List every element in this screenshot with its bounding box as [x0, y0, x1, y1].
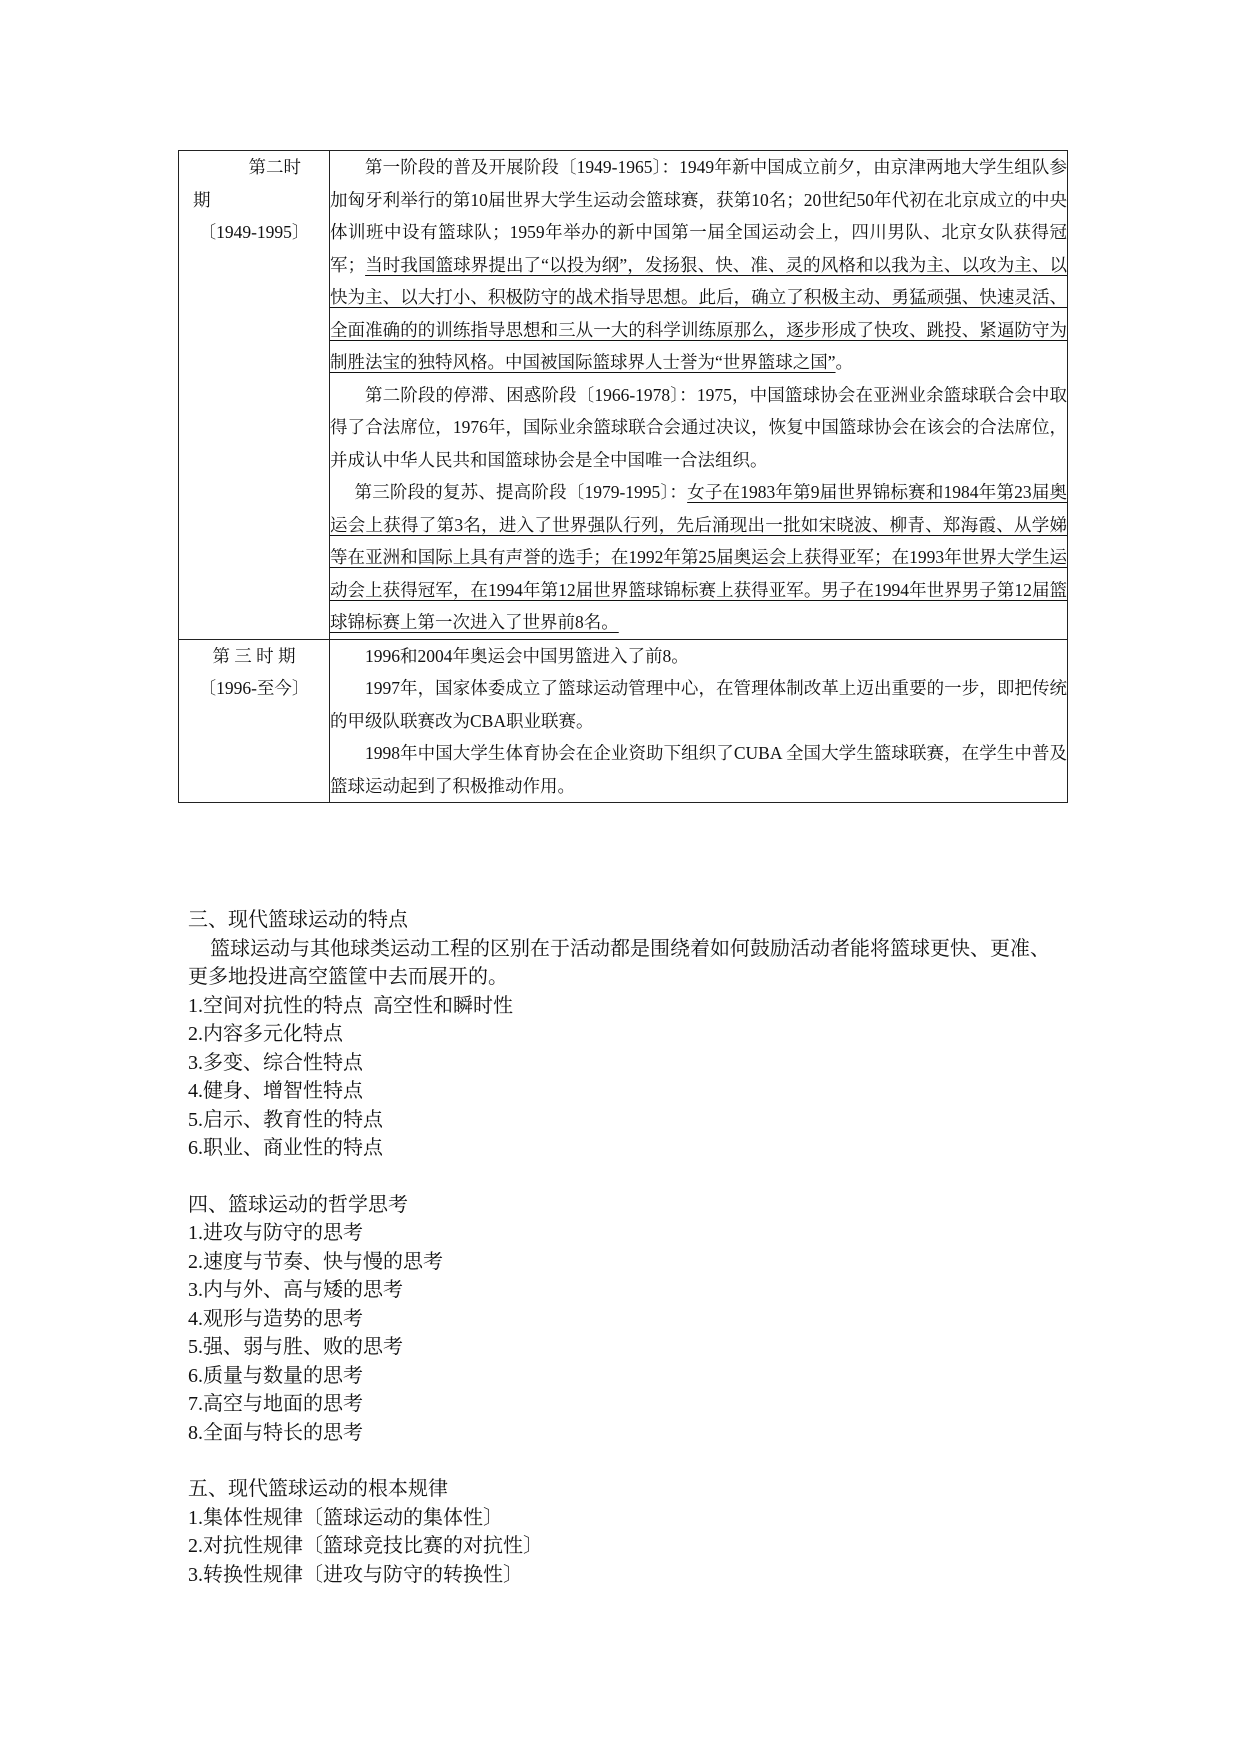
section-heading: 五、现代篮球运动的根本规律	[188, 1478, 448, 1500]
list-item: 1.集体性规律〔篮球运动的集体性〕	[188, 1506, 503, 1529]
list-item: 2.对抗性规律〔篮球竞技比赛的对抗性〕	[188, 1535, 543, 1557]
list-item: 1.进攻与防守的思考	[188, 1222, 363, 1244]
section-heading: 三、现代篮球运动的特点	[188, 909, 408, 931]
list-item: 4.健身、增智性特点	[188, 1080, 363, 1102]
list-item: 4.观形与造势的思考	[188, 1307, 363, 1330]
stage-paragraph: 第二阶段的停滞、困惑阶段〔1966-1978〕：1975，中国篮球协会在亚洲业余篮球联合会中取得了合法席位，1976年，国际业余篮球联合会通过决议，恢复中国篮球协会在该会的合法席位，并成认中华人民共和国篮球协会是全中国唯一合法组织。	[330, 384, 1067, 470]
underlined-text: “世界篮球之国”	[715, 352, 836, 372]
list-item: 8.全面与特长的思考	[188, 1421, 363, 1444]
list-item: 5.启示、教育性的特点	[188, 1108, 383, 1131]
history-table	[178, 150, 1068, 803]
section-spacer	[188, 1163, 1068, 1191]
list-item: 2.内容多元化特点	[188, 1023, 343, 1045]
section-intro: 篮球运动与其他球类运动工程的区别在于活动都是围绕着如何鼓励活动者能将篮球更快、更准、更多地投进高空篮筐中去而展开的。	[188, 937, 1050, 988]
stage-text: 第一阶段的普及开展阶段〔1949-1965〕：1949年新中国成立前夕，由京津两地大学生组队参加匈牙利举行的第10届世界大学生运动会篮球赛，获第10名；20世纪50年代初在北京成立的中央体训班中设有篮球队；1959年举办的新中国第一届全国运动会上，四川男队、北京女队获得冠军；	[330, 157, 1067, 275]
stage-paragraph: 1996和2004年奥运会中国男篮进入了前8。	[365, 645, 689, 666]
content-cell	[330, 639, 1068, 803]
period-cell	[179, 151, 330, 640]
list-item: 3.转换性规律〔进攻与防守的转换性〕	[188, 1563, 523, 1586]
list-item: 3.多变、综合性特点	[188, 1051, 363, 1074]
body-text	[188, 906, 1068, 1589]
list-item: 5.强、弱与胜、败的思考	[188, 1336, 403, 1358]
underlined-text: 当时我国篮球界提出了“以投为纲”，发扬狠、快、准、灵的风格和以我为主、以攻为主、以快为主、以大打小、积极防守的战术指导思想。此后，确立了积极主动、勇猛顽强、快速灵活、全面准确的的训练指导思想和三从一大的科学训练原那么，逐步形成了快攻、跳投、紧逼防守为制胜法宝的独特风格。	[330, 254, 1068, 372]
stage-paragraph: 1997年，国家体委成立了篮球运动管理中心，在管理体制改革上迈出重要的一步，即把传统的甲级队联赛改为CBA职业联赛。	[330, 678, 1067, 731]
period-label: 期	[193, 189, 211, 210]
stage-paragraph	[330, 476, 1067, 639]
period-cell	[179, 639, 330, 803]
list-item: 2.速度与节奏、快与慢的思考	[188, 1250, 443, 1273]
stage-paragraph: 1998年中国大学生体育协会在企业资助下组织了CUBA 全国大学生篮球联赛，在学生中普及篮球运动起到了积极推动作用。	[330, 743, 1067, 796]
period-range: 〔1996-至今〕	[198, 678, 310, 698]
list-item: 1.空间对抗性的特点 高空性和瞬时性	[188, 994, 513, 1017]
section-heading: 四、篮球运动的哲学思考	[188, 1193, 408, 1216]
section-spacer	[188, 1447, 1068, 1475]
list-item: 3.内与外、高与矮的思考	[188, 1279, 403, 1301]
table-row	[179, 639, 1068, 803]
list-item: 6.职业、商业性的特点	[188, 1137, 383, 1159]
period-range: 〔1949-1995〕	[198, 222, 310, 242]
period-label: 第二时	[248, 157, 301, 177]
list-item: 7.高空与地面的思考	[188, 1393, 363, 1415]
stage-text: 。	[835, 352, 854, 372]
underlined-text: 中国被国际篮球界人士誉为	[505, 352, 715, 372]
stage-paragraph	[330, 151, 1067, 379]
period-label: 第 三 时 期	[212, 645, 296, 666]
content-cell	[330, 151, 1068, 640]
underlined-text: 女子在1983年第9届世界锦标赛和1984年第23届奥运会上获得了第3名，进入了世界强队行列，先后涌现出一批如宋晓波、柳青、郑海霞、从学娣等在亚洲和国际上具有声誉的选手；在1992年第25届奥运会上获得亚军；在1993年世界大学生运动会上获得冠军，在1994年第12届世界篮球锦标赛上获得亚军。男子在1994年世界男子第12届篮球锦标赛上第一次进入了世界前8名。	[330, 482, 1068, 632]
list-item: 6.质量与数量的思考	[188, 1364, 363, 1387]
stage-text: 第三阶段的复苏、提高阶段〔1979-1995〕：	[354, 482, 688, 502]
table-row	[179, 151, 1068, 640]
